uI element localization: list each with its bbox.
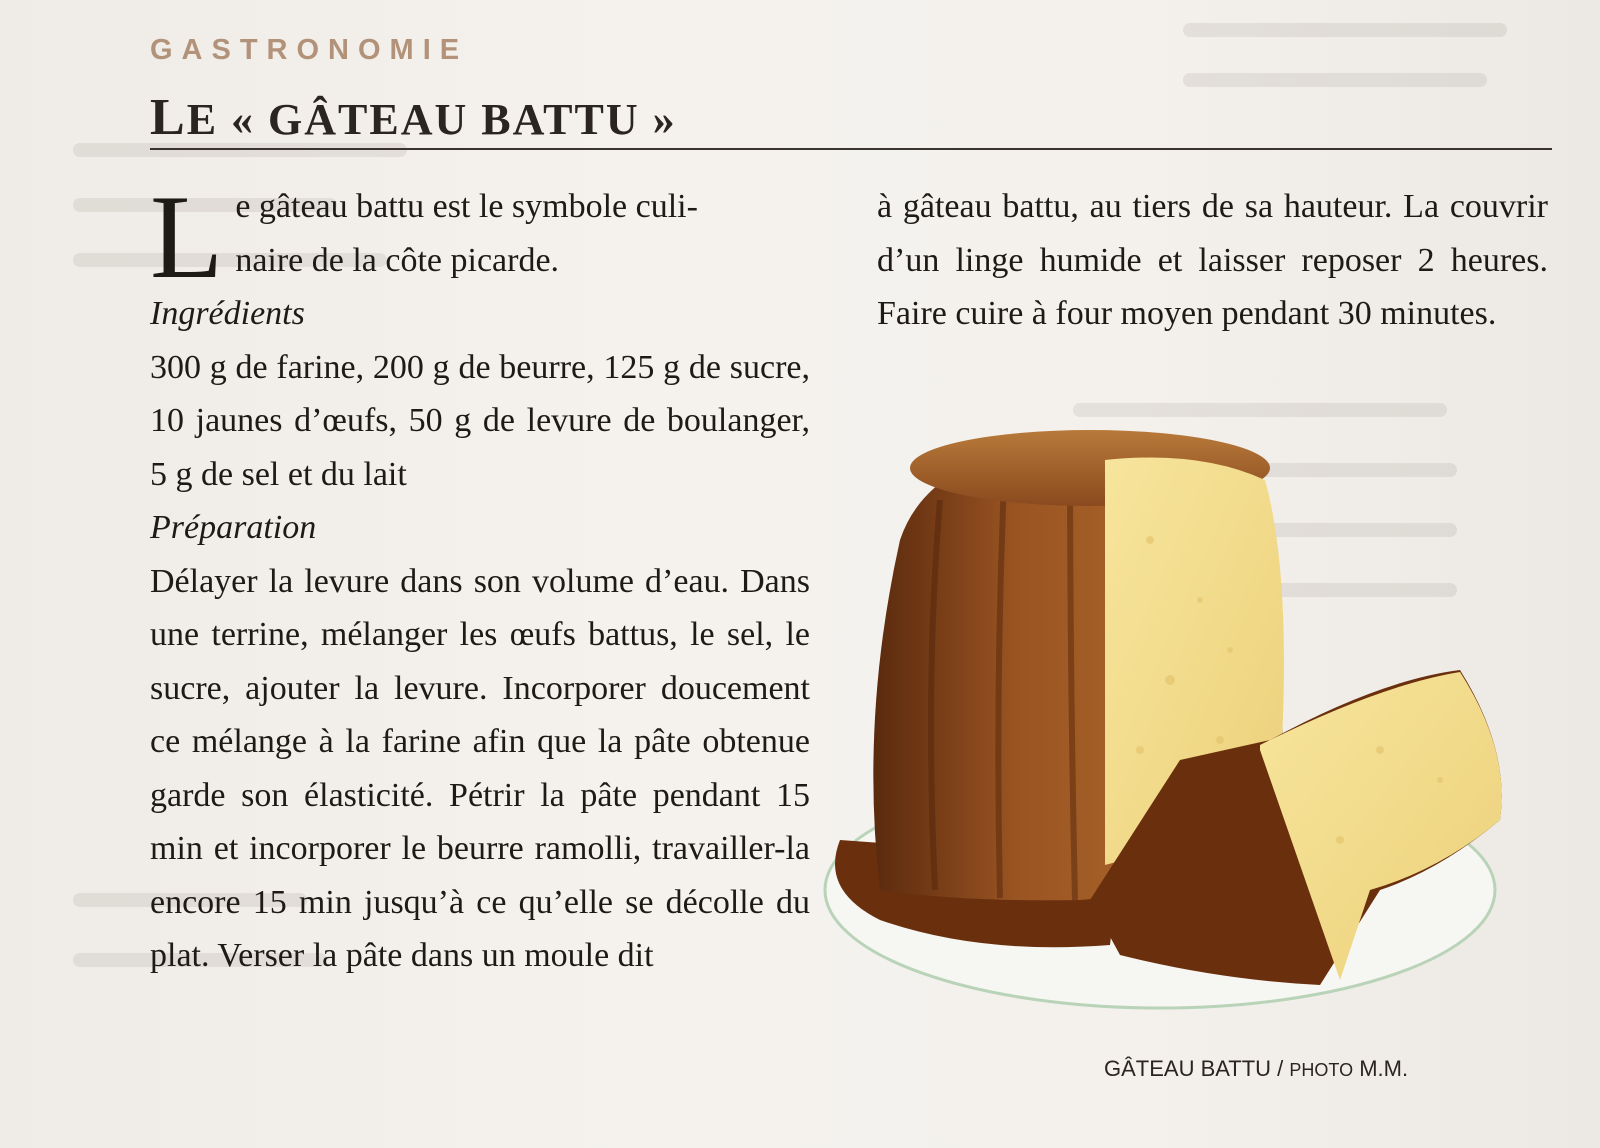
- preparation-heading: Préparation: [150, 509, 317, 546]
- ingredients-text: 300 g de farine, 200 g de beurre, 125 g de sucre, 10 jaunes d’œufs, 50 g de levure de boulanger, 5 g de sel et du lait: [150, 348, 810, 493]
- section-label: GASTRONOMIE: [150, 34, 469, 66]
- caption-main: GÂTEAU BATTU: [1104, 1056, 1272, 1081]
- title-rule: [150, 148, 1552, 150]
- intro-line-2: naire de la côte picarde.: [235, 241, 560, 279]
- caption-photo-label: PHOTO: [1289, 1060, 1354, 1080]
- preparation-continued: à gâteau battu, au tiers de sa hauteur. La couvrir d’un linge humide et laisser reposer 2 heures. Faire cuire à four moyen pendant 30 minutes.: [877, 188, 1548, 332]
- caption-separator: /: [1271, 1056, 1290, 1081]
- title-lead-letter: L: [150, 89, 187, 146]
- preparation-text: Délayer la levure dans son volume d’eau. Dans une terrine, mélanger les œufs battus, le sel, le sucre, ajouter la levure. Incorporer doucement ce mélange à la farine afin que la pâte obtenue garde son élasticité. Pétrir la pâte pendant 15 min et incorporer le beurre ramolli, travailler-la encore 15 min jusqu’à ce qu’elle se décolle du plat. Verser la pâte dans un moule dit: [150, 562, 810, 974]
- title-rest: E « GÂTEAU BATTU »: [186, 95, 677, 144]
- intro-paragraph: [150, 170, 810, 303]
- ingredients-heading: Ingrédients: [150, 295, 305, 332]
- caption-credit: M.M.: [1353, 1056, 1409, 1081]
- intro-line-1: e gâteau battu est le symbole culi-: [235, 188, 698, 225]
- photo-caption: [1104, 1056, 1408, 1082]
- left-column: [150, 170, 810, 983]
- cake-photo: [820, 420, 1536, 1020]
- drop-cap: L: [150, 170, 224, 303]
- right-column: [877, 180, 1548, 341]
- article-title: [150, 88, 677, 147]
